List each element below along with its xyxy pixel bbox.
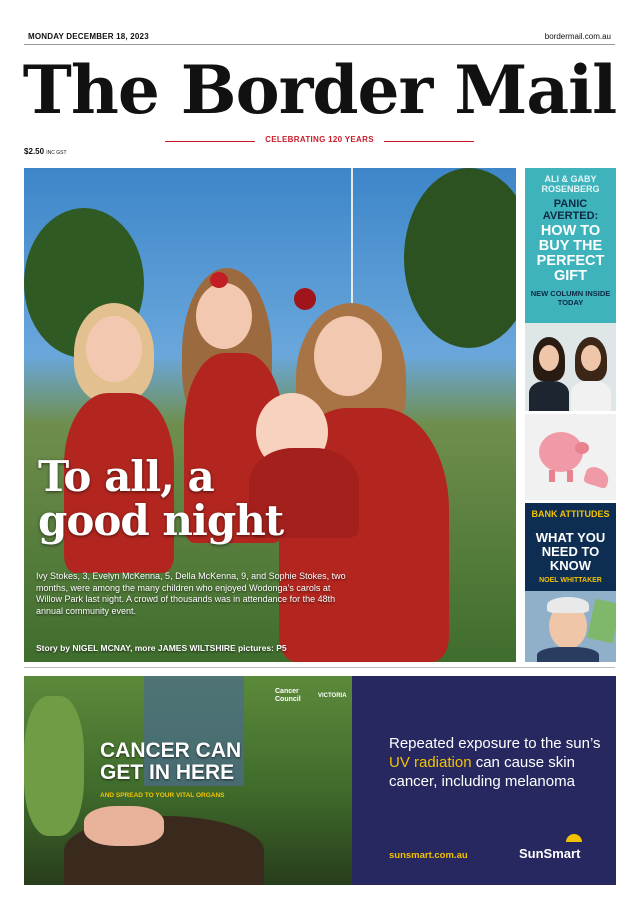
promo-kicker: PANIC AVERTED: bbox=[542, 198, 599, 222]
photo-caption: Ivy Stokes, 3, Evelyn McKenna, 5, Della McKenna, 9, and Sophie Stokes, two months, were among the many children who enjoyed Wodonga’s carols at Willow Park last night. A crowd of thousands was in attendance for the 48th annual community event. bbox=[36, 571, 346, 616]
ad-subline: AND SPREAD TO YOUR VITAL ORGANS bbox=[100, 792, 225, 799]
columnists-photo bbox=[525, 323, 616, 411]
promo-banking-column[interactable] bbox=[525, 503, 616, 662]
promo2-headline: WHAT YOU NEED TO KNOW bbox=[535, 530, 606, 573]
header-divider bbox=[24, 44, 615, 45]
sunsmart-logo: SunSmart bbox=[519, 846, 581, 861]
issue-date: MONDAY DECEMBER 18, 2023 bbox=[28, 32, 149, 41]
anniversary-banner: CELEBRATING 120 YEARS bbox=[265, 135, 374, 144]
cover-price bbox=[24, 147, 67, 156]
promo2-author: NOEL WHITTAKER bbox=[539, 577, 602, 584]
section-divider bbox=[24, 667, 615, 668]
website-url[interactable]: bordermail.com.au bbox=[544, 32, 611, 41]
piggy-bank-image bbox=[525, 414, 616, 500]
masthead: The Border Mail bbox=[22, 51, 617, 129]
promo2-kicker: BANK ATTITUDES bbox=[531, 509, 610, 519]
ad-message-highlight: UV radiation bbox=[389, 754, 472, 771]
ad-url[interactable]: sunsmart.com.au bbox=[389, 850, 468, 861]
cancer-council-logo: Cancer Council bbox=[275, 688, 301, 703]
headline-line-1: To all, a bbox=[38, 452, 214, 501]
promo-columnist-names: ALI & GABY ROSENBERG bbox=[541, 174, 600, 194]
promo-headline: HOW TO BUY THE PERFECT GIFT bbox=[536, 223, 605, 284]
victoria-gov-logo: VICTORIA bbox=[318, 693, 347, 699]
ad-headline: CANCER CAN GET IN HERE bbox=[100, 739, 242, 784]
price-value: $2.50 bbox=[24, 147, 45, 156]
ad-message bbox=[389, 734, 604, 791]
headline-line-2: good night bbox=[38, 496, 284, 545]
promo-gift-column[interactable] bbox=[525, 168, 616, 411]
ad-message-part2: can cause skin cancer, including melanoma bbox=[389, 754, 575, 790]
story-byline: Story by NIGEL MCNAY, more JAMES WILTSHIRE pictures: P5 bbox=[36, 643, 287, 653]
promo-tag: NEW COLUMN INSIDE TODAY bbox=[530, 289, 611, 307]
author-photo bbox=[525, 591, 616, 662]
lead-headline[interactable] bbox=[38, 452, 338, 545]
ad-message-part1: Repeated exposure to the sun’s bbox=[389, 735, 601, 752]
price-note: INC GST bbox=[46, 150, 67, 156]
